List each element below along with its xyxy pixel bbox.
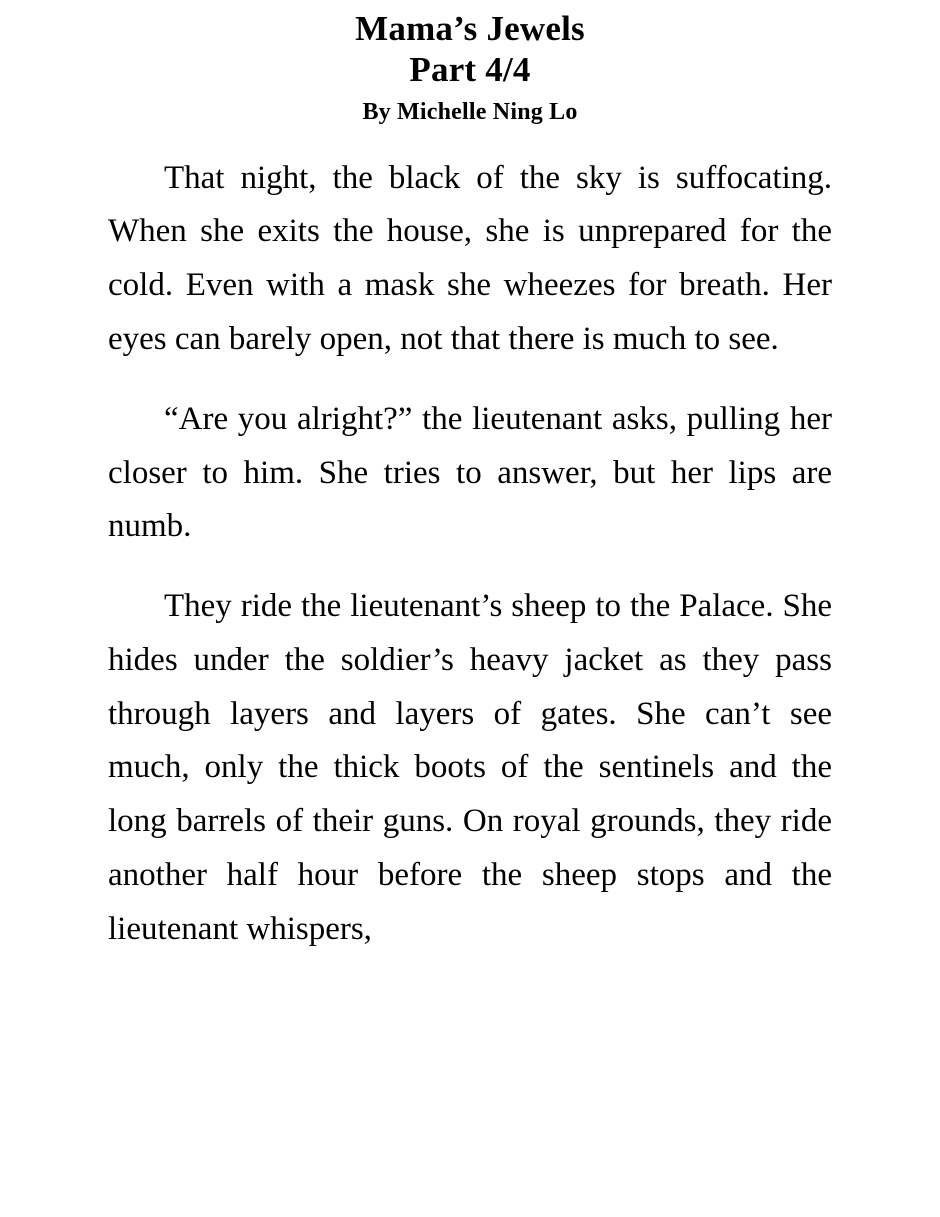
paragraph: They ride the lieutenant’s sheep to the Palace. She hides under the soldier’s heavy jacket as they pass through layers and layers of gates. She can’t see much, only the thick boots of the sentinels and the long barrels of their guns. On royal grounds, they ride another half hour before the sheep stops and the lieutenant whispers, (108, 588, 832, 947)
page-subtitle-part: Part 4/4 (409, 50, 531, 90)
paragraph: “Are you alright?” the lieutenant asks, pulling her closer to him. She tries to answer, but her lips are numb. (108, 400, 832, 545)
paragraph: That night, the black of the sky is suffocating. When she exits the house, she is unprepared for the cold. Even with a mask she wheezes for breath. Her eyes can barely open, not that there is much to see. (108, 159, 832, 357)
byline: By Michelle Ning Lo (362, 98, 578, 125)
body-text (108, 152, 832, 957)
title-block (108, 8, 832, 126)
page-title: Mama’s Jewels (355, 9, 585, 48)
